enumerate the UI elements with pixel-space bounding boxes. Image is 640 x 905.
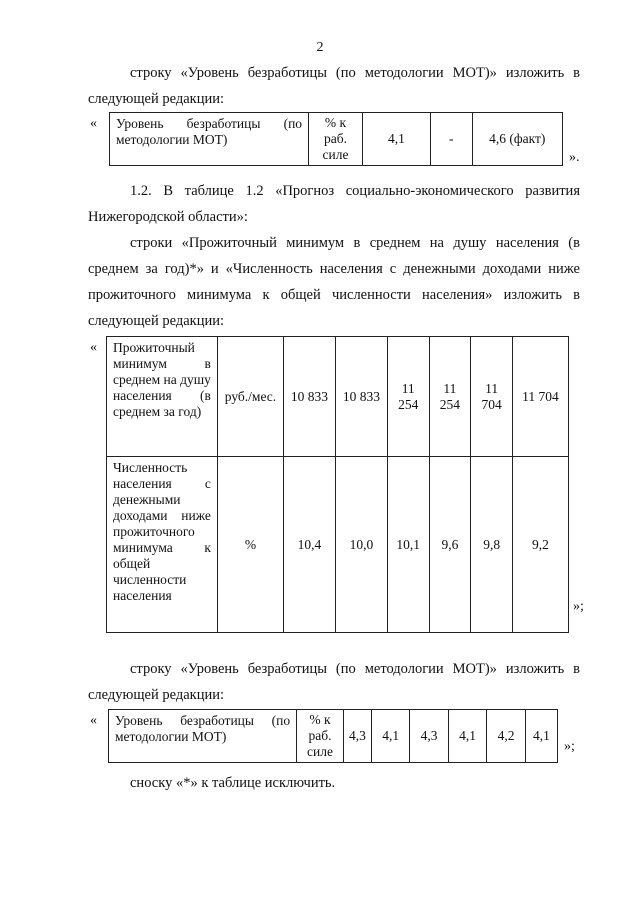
paragraph-3 [88, 230, 580, 334]
table-row [110, 113, 563, 166]
unit-cell: руб./мес. [217, 337, 283, 457]
value-cell: 9,6 [429, 457, 471, 633]
value-cell: 4,2 [487, 710, 525, 763]
page-number: 2 [316, 40, 324, 55]
table-row [107, 337, 569, 457]
value-cell: 4,3 [410, 710, 448, 763]
value-cell: 9,8 [471, 457, 513, 633]
value-cell: 10,1 [387, 457, 429, 633]
row-label: Уровень безработицы (по методологии МОТ) [109, 710, 297, 763]
value-cell: 11 254 [387, 337, 429, 457]
table-unemployment-2 [108, 709, 558, 763]
row-label: Уровень безработицы (по методологии МОТ) [110, 113, 309, 166]
open-quote-1: « [90, 116, 97, 131]
value-cell: 4,1 [371, 710, 409, 763]
row-label: Прожиточный минимум в среднем на душу населения (в среднем за год) [107, 337, 218, 457]
value-cell: 4,1 [362, 113, 430, 166]
value-cell: 4,1 [525, 710, 557, 763]
value-cell: 11 254 [429, 337, 471, 457]
row-label: Численность населения с денежными доходами ниже прожиточного минимума к общей численности населения [107, 457, 218, 633]
table-unemployment-1 [109, 112, 563, 166]
paragraph-1 [88, 60, 580, 112]
value-cell: 10,0 [335, 457, 387, 633]
table-subsistence [106, 336, 569, 633]
paragraph-4-text: строку «Уровень безработицы (по методологии МОТ)» изложить в следующей редакции: [88, 661, 580, 703]
value-cell: 11 704 [512, 337, 568, 457]
paragraph-4 [88, 656, 580, 708]
value-cell: 4,1 [448, 710, 486, 763]
value-cell: 10 833 [335, 337, 387, 457]
unit-cell: % к раб. силе [309, 113, 363, 166]
unit-cell: % к раб. силе [297, 710, 344, 763]
paragraph-5-text: сноску «*» к таблице исключить. [130, 775, 336, 791]
value-cell: - [430, 113, 472, 166]
value-cell: 10,4 [284, 457, 336, 633]
value-cell: 4,3 [343, 710, 371, 763]
open-quote-3: « [90, 713, 97, 728]
paragraph-5 [88, 770, 580, 796]
value-cell: 9,2 [512, 457, 568, 633]
close-quote-3: »; [564, 739, 575, 754]
table-row [107, 457, 569, 633]
unit-cell: % [217, 457, 283, 633]
value-cell: 11 704 [471, 337, 513, 457]
value-cell: 10 833 [284, 337, 336, 457]
paragraph-2-text: 1.2. В таблице 1.2 «Прогноз социально-экономического развития Нижегородской области»: [88, 183, 580, 225]
close-quote-2: »; [573, 599, 584, 614]
close-quote-1: ». [569, 150, 580, 165]
table-row [109, 710, 558, 763]
open-quote-2: « [90, 340, 97, 355]
paragraph-2 [88, 178, 580, 230]
paragraph-3-text: строки «Прожиточный минимум в среднем на душу населения (в среднем за год)*» и «Численность населения с денежными доходами ниже прожиточного минимума к общей численности населения» изложить в следующей редакции: [88, 235, 580, 329]
value-cell: 4,6 (факт) [472, 113, 562, 166]
paragraph-1-text: строку «Уровень безработицы (по методологии МОТ)» изложить в следующей редакции: [88, 65, 580, 107]
